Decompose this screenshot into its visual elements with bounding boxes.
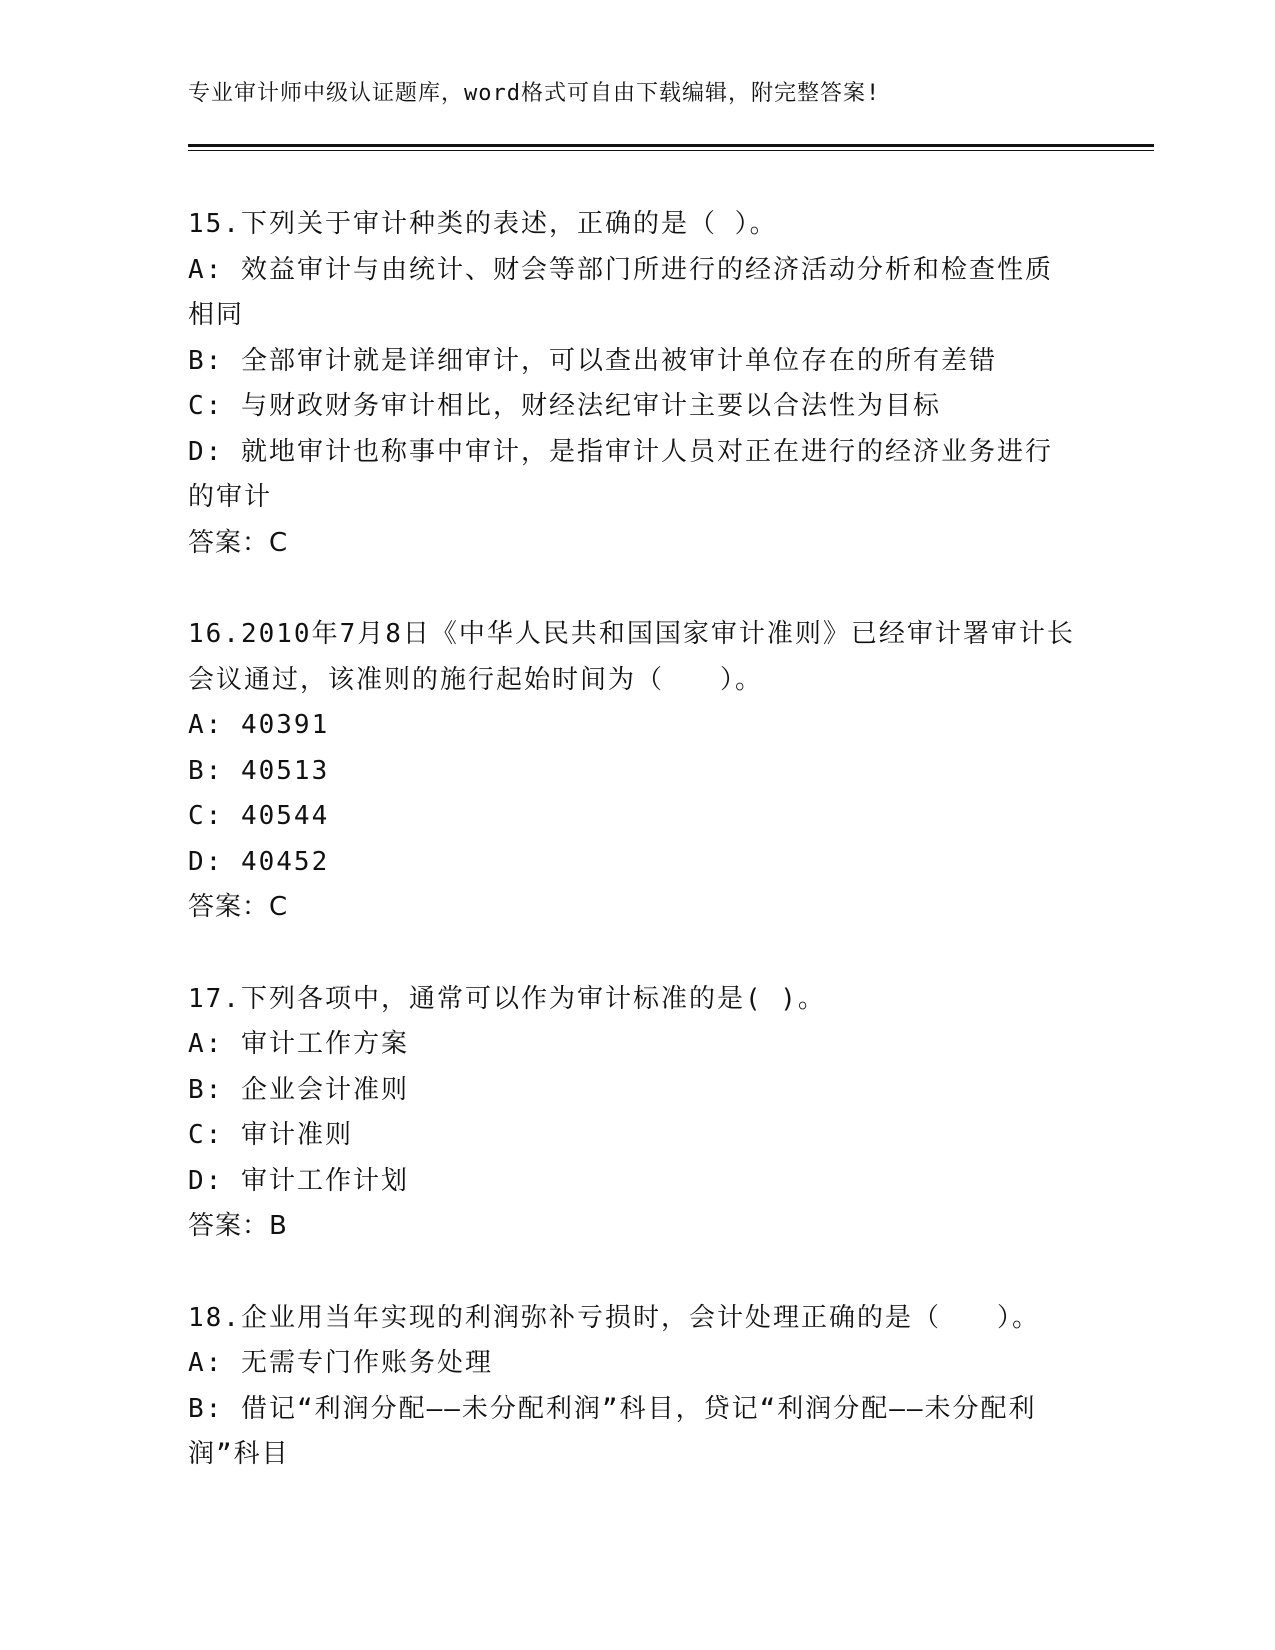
header-rule-thin	[188, 150, 1154, 151]
answer: 答案：C	[188, 527, 289, 558]
question-stem: 17.下列各项中，通常可以作为审计标准的是( )。	[188, 983, 826, 1014]
option-b: B: 全部审计就是详细审计，可以查出被审计单位存在的所有差错	[188, 345, 997, 376]
option-c: C: 审计准则	[188, 1120, 353, 1150]
question-18	[188, 1296, 1078, 1478]
option-d: D: 40452	[188, 846, 330, 877]
option-a: A: 40391	[188, 710, 330, 740]
question-16	[188, 612, 1078, 931]
option-a: A: 审计工作方案	[188, 1029, 409, 1059]
question-17	[188, 977, 1078, 1250]
question-list	[188, 202, 1078, 1524]
question-stem: 15.下列关于审计种类的表述，正确的是（ ）。	[188, 209, 778, 239]
option-d: D: 就地审计也称事中审计，是指审计人员对正在进行的经济业务进行的审计	[188, 436, 1053, 512]
option-b: B: 40513	[188, 755, 330, 786]
question-stem: 18.企业用当年实现的利润弥补亏损时，会计处理正确的是（ ）。	[188, 1302, 1040, 1333]
answer: 答案：B	[188, 1211, 288, 1241]
option-c: C: 与财政财务审计相比，财经法纪审计主要以合法性为目标	[188, 391, 941, 421]
option-b: B: 企业会计准则	[188, 1074, 409, 1105]
answer: 答案：C	[188, 892, 289, 922]
option-a: A: 效益审计与由统计、财会等部门所进行的经济活动分析和检查性质相同	[188, 254, 1053, 330]
header-rule-thick	[188, 144, 1154, 147]
option-a: A: 无需专门作账务处理	[188, 1348, 493, 1378]
option-c: C: 40544	[188, 801, 330, 831]
option-d: D: 审计工作计划	[188, 1165, 409, 1196]
question-stem: 16.2010年7月8日《中华人民共和国国家审计准则》已经审计署审计长会议通过，该准则的施行起始时间为（ ）。	[188, 619, 1075, 695]
option-b: B: 借记“利润分配——未分配利润”科目，贷记“利润分配——未分配利润”科目	[188, 1393, 1037, 1469]
page-header: 专业审计师中级认证题库，word格式可自由下载编辑，附完整答案!	[188, 81, 881, 106]
question-15	[188, 202, 1078, 566]
